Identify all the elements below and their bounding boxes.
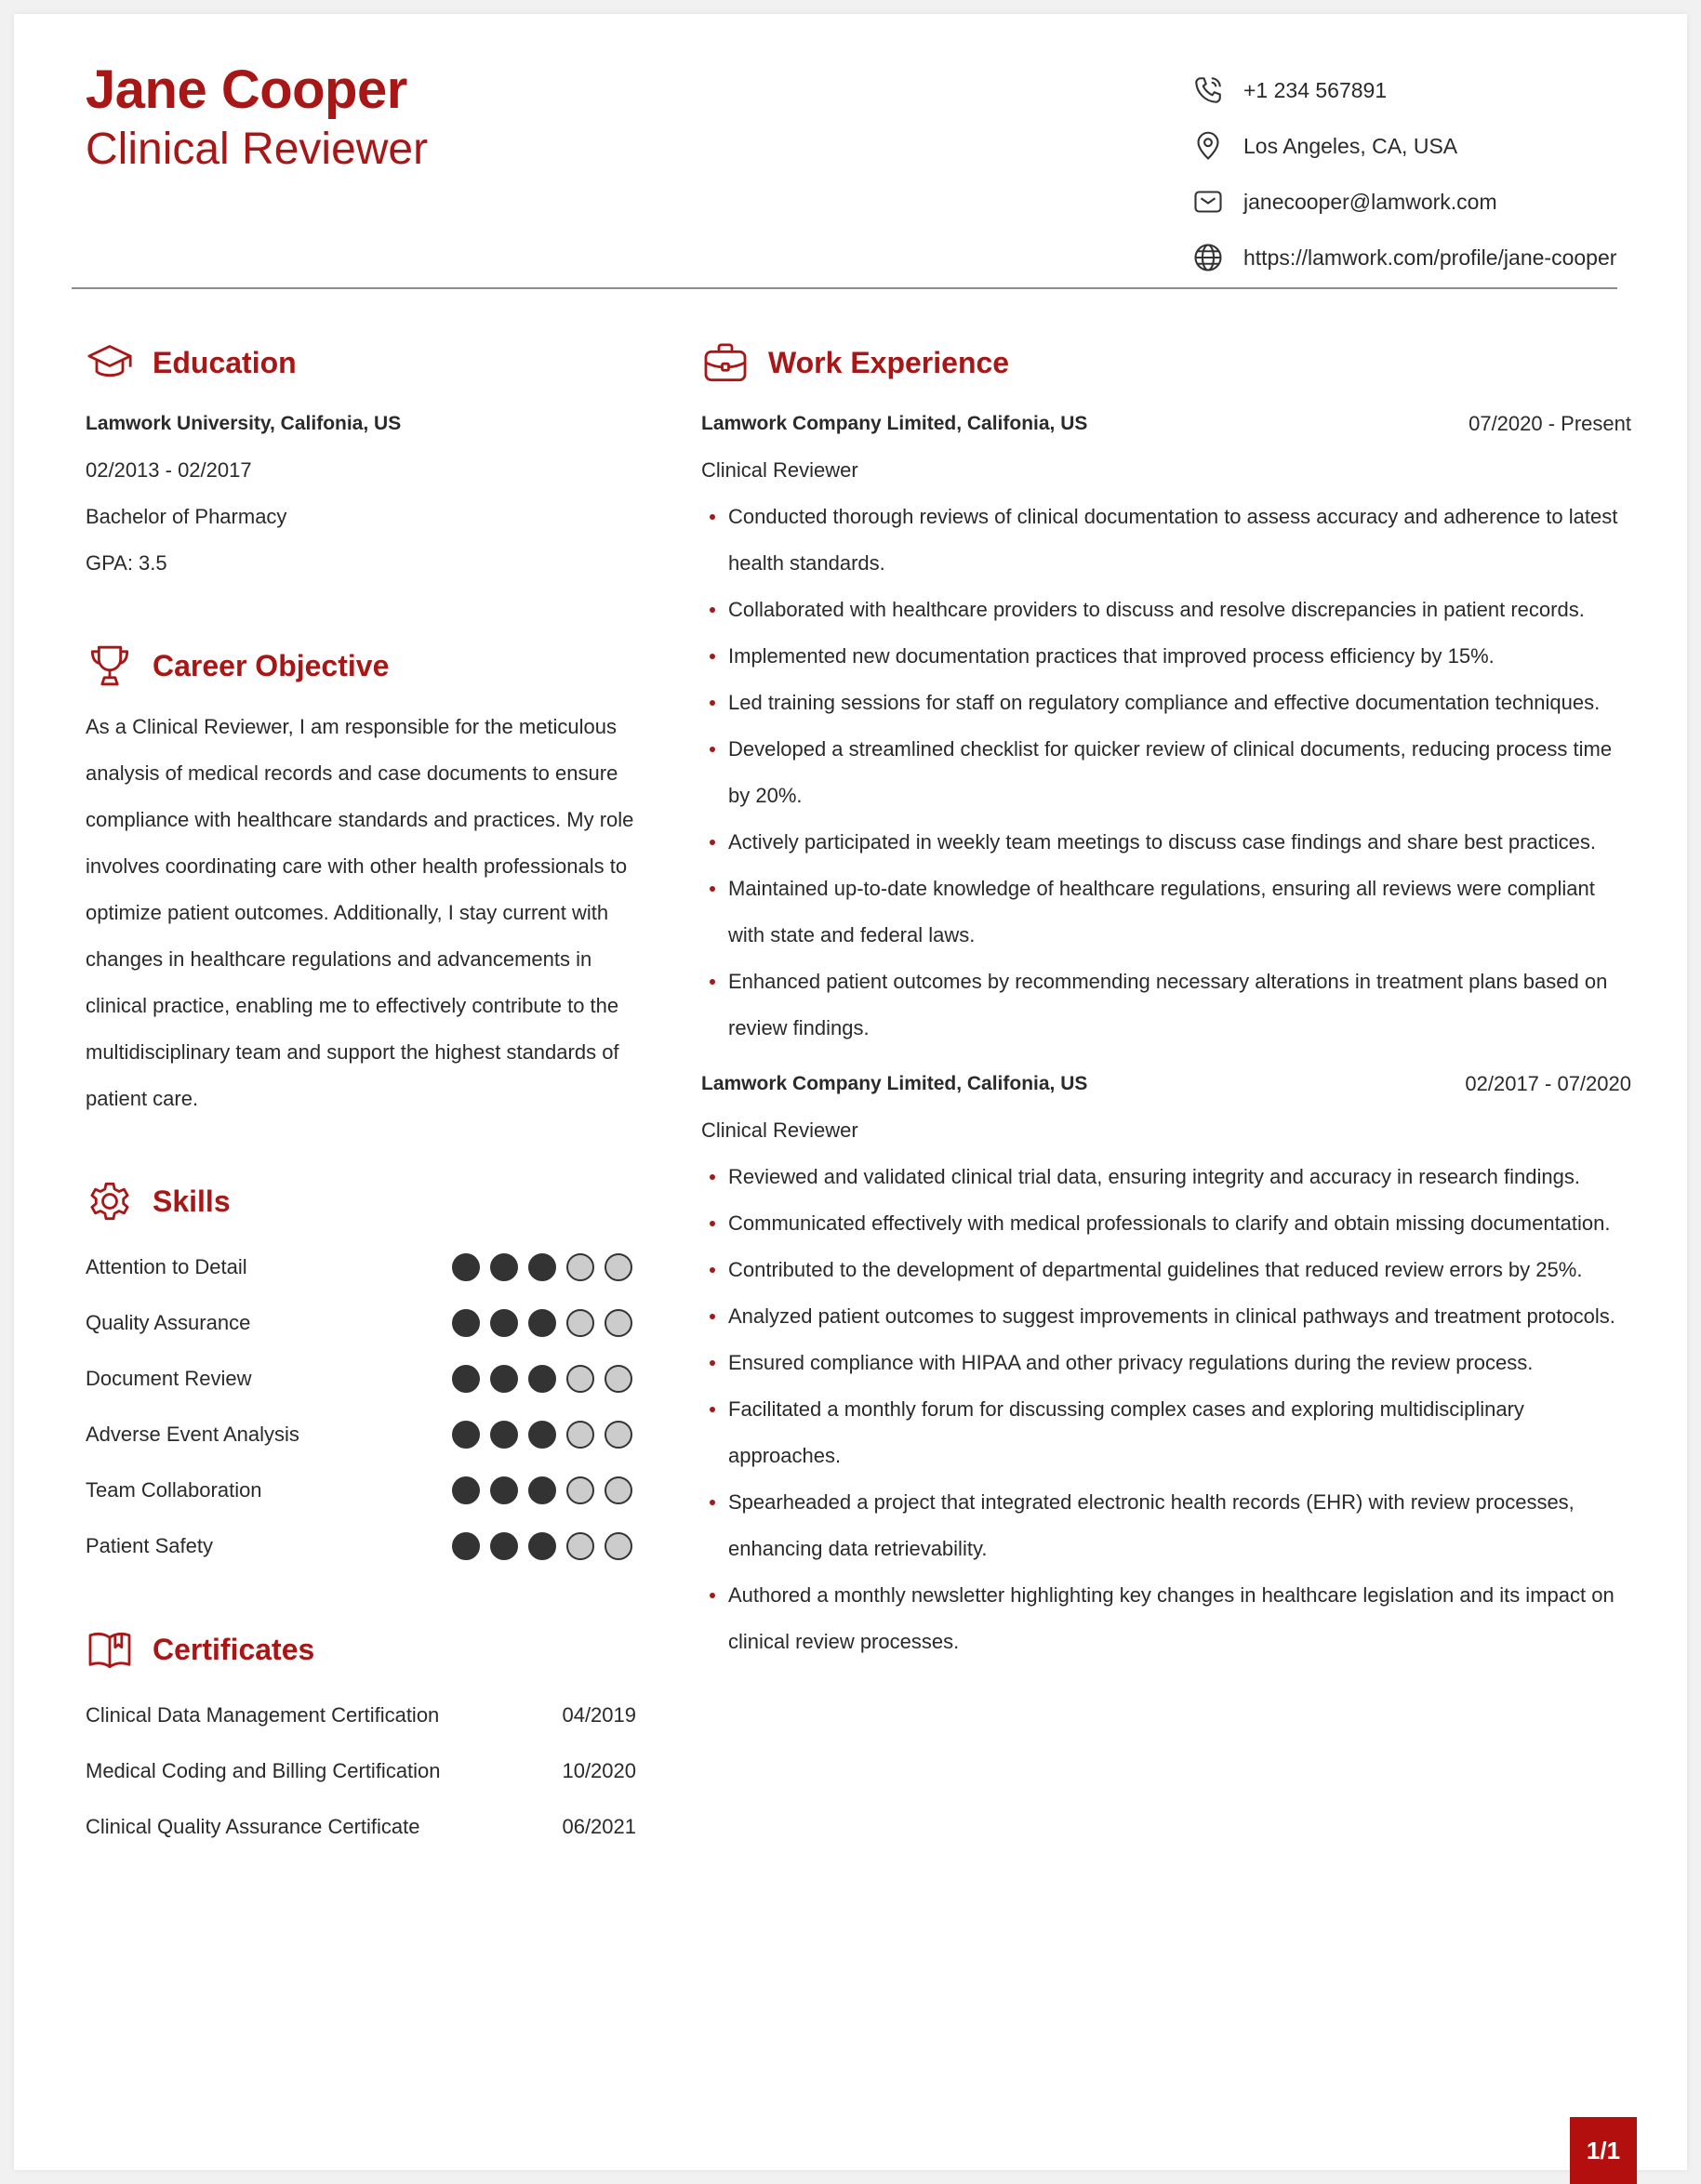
- rating-dot-filled: [528, 1253, 556, 1281]
- skill-name: Document Review: [86, 1367, 252, 1390]
- skill-rating: [452, 1365, 632, 1393]
- contact-email: [1189, 174, 1617, 230]
- phone-icon: [1189, 72, 1227, 109]
- graduation-cap-icon: [84, 337, 136, 389]
- education-heading: [86, 330, 636, 395]
- rating-dot-filled: [490, 1365, 518, 1393]
- contact-phone: [1189, 62, 1617, 118]
- rating-dot-empty: [566, 1532, 594, 1560]
- skill-name: Patient Safety: [86, 1534, 213, 1557]
- certificate-name: Clinical Data Management Certification: [86, 1703, 440, 1727]
- contact-phone-text: +1 234 567891: [1243, 77, 1388, 102]
- job-dates: 02/2017 - 07/2020: [1465, 1072, 1631, 1095]
- certificate-name: Medical Coding and Billing Certification: [86, 1759, 441, 1782]
- job-header: [701, 401, 1631, 447]
- rating-dot-empty: [566, 1365, 594, 1393]
- skill-rating: [452, 1532, 632, 1560]
- rating-dot-empty: [605, 1309, 632, 1337]
- certificates-title: Certificates: [153, 1632, 315, 1666]
- contact-website: [1189, 230, 1617, 285]
- job-position: Clinical Reviewer: [701, 458, 858, 482]
- contact-location: [1189, 118, 1617, 174]
- skill-row: [86, 1463, 636, 1518]
- rating-dot-filled: [452, 1365, 480, 1393]
- skill-rating: [452, 1253, 632, 1281]
- job-bullet: Maintained up-to-date knowledge of healthcare regulations, ensuring all reviews were compliant with state and federal laws.: [701, 866, 1631, 959]
- education-section: [86, 330, 636, 587]
- skills-heading: [86, 1169, 636, 1234]
- rating-dot-filled: [452, 1532, 480, 1560]
- job-bullet: Analyzed patient outcomes to suggest improvements in clinical pathways and treatment protocols.: [701, 1293, 1631, 1340]
- job-bullet: Authored a monthly newsletter highlighting key changes in healthcare legislation and its impact on clinical review processes.: [701, 1572, 1631, 1665]
- page-indicator[interactable]: 1/1: [1570, 2117, 1637, 2184]
- job-entry: [701, 1061, 1631, 1665]
- rating-dot-empty: [605, 1365, 632, 1393]
- skill-rating: [452, 1309, 632, 1337]
- skill-rating: [452, 1421, 632, 1449]
- certificate-row: [86, 1743, 636, 1799]
- rating-dot-filled: [452, 1309, 480, 1337]
- trophy-icon: [84, 640, 136, 692]
- work-title: Work Experience: [768, 345, 1010, 379]
- certificate-date: 04/2019: [562, 1703, 636, 1727]
- job-bullet: Conducted thorough reviews of clinical documentation to assess accuracy and adherence to latest health standards.: [701, 494, 1631, 587]
- job-position: Clinical Reviewer: [701, 1118, 858, 1142]
- rating-dot-empty: [605, 1253, 632, 1281]
- job-bullet: Facilitated a monthly forum for discussing complex cases and exploring multidisciplinary approaches.: [701, 1386, 1631, 1479]
- objective-heading: [86, 633, 636, 698]
- certificate-row: [86, 1688, 636, 1743]
- contact-website-text[interactable]: https://lamwork.com/profile/jane-cooper: [1243, 245, 1617, 270]
- rating-dot-empty: [605, 1421, 632, 1449]
- job-bullets: [701, 494, 1631, 1052]
- rating-dot-filled: [490, 1309, 518, 1337]
- rating-dot-filled: [490, 1532, 518, 1560]
- job-bullet: Implemented new documentation practices that improved process efficiency by 15%.: [701, 633, 1631, 680]
- skill-name: Quality Assurance: [86, 1311, 251, 1334]
- gear-icon: [84, 1175, 136, 1227]
- work-heading: [701, 330, 1631, 395]
- skills-section: [86, 1169, 636, 1574]
- objective-section: [86, 633, 636, 1122]
- objective-title: Career Objective: [153, 648, 390, 682]
- resume-page: [14, 14, 1687, 2170]
- certificate-date: 06/2021: [562, 1815, 636, 1838]
- location-icon: [1189, 127, 1227, 165]
- skill-row: [86, 1407, 636, 1463]
- job-bullet: Led training sessions for staff on regulatory compliance and effective documentation techniques.: [701, 680, 1631, 726]
- certificates-section: [86, 1617, 636, 1855]
- job-bullets: [701, 1154, 1631, 1665]
- job-company: Lamwork Company Limited, Califonia, US: [701, 413, 1088, 434]
- job-bullet: Enhanced patient outcomes by recommending necessary alterations in treatment plans based on review findings.: [701, 959, 1631, 1052]
- education-dates: 02/2013 - 02/2017: [86, 458, 252, 482]
- job-entry: [701, 401, 1631, 1052]
- rating-dot-filled: [528, 1365, 556, 1393]
- skill-rating: [452, 1476, 632, 1504]
- contact-email-text[interactable]: janecooper@lamwork.com: [1243, 189, 1497, 214]
- job-bullet: Contributed to the development of departmental guidelines that reduced review errors by 25%.: [701, 1247, 1631, 1293]
- rating-dot-filled: [528, 1309, 556, 1337]
- certificate-row: [86, 1799, 636, 1855]
- skill-row: [86, 1295, 636, 1351]
- education-degree: Bachelor of Pharmacy: [86, 505, 287, 528]
- job-bullet: Spearheaded a project that integrated electronic health records (EHR) with review processes, enhancing data retrievability.: [701, 1479, 1631, 1572]
- briefcase-icon: [699, 337, 751, 389]
- job-company: Lamwork Company Limited, Califonia, US: [701, 1073, 1088, 1094]
- job-bullet: Actively participated in weekly team meetings to discuss case findings and share best practices.: [701, 819, 1631, 866]
- job-bullet: Developed a streamlined checklist for quicker review of clinical documents, reducing process time by 20%.: [701, 726, 1631, 819]
- skill-name: Adverse Event Analysis: [86, 1423, 299, 1446]
- skills-title: Skills: [153, 1184, 231, 1218]
- right-column: [701, 330, 1631, 1665]
- candidate-name: Jane Cooper: [86, 60, 407, 120]
- rating-dot-filled: [490, 1476, 518, 1504]
- skill-name: Team Collaboration: [86, 1478, 262, 1502]
- rating-dot-filled: [528, 1421, 556, 1449]
- rating-dot-filled: [528, 1476, 556, 1504]
- job-bullet: Ensured compliance with HIPAA and other privacy regulations during the review process.: [701, 1340, 1631, 1386]
- rating-dot-empty: [605, 1476, 632, 1504]
- candidate-role: Clinical Reviewer: [86, 125, 429, 174]
- rating-dot-empty: [566, 1309, 594, 1337]
- contact-list: [1189, 62, 1617, 285]
- resume-header: [72, 49, 1617, 289]
- education-school: Lamwork University, Califonia, US: [86, 413, 402, 434]
- rating-dot-filled: [528, 1532, 556, 1560]
- rating-dot-empty: [566, 1476, 594, 1504]
- job-dates: 07/2020 - Present: [1468, 412, 1631, 435]
- rating-dot-empty: [566, 1421, 594, 1449]
- rating-dot-filled: [452, 1476, 480, 1504]
- objective-text: As a Clinical Reviewer, I am responsible for the meticulous analysis of medical records and case documents to ensure compliance with healthcare standards and practices. My role involves coordinating care with other health professionals to optimize patient outcomes. Additionally, I stay current with changes in healthcare regulations and advancements in clinical practice, enabling me to effectively contribute to the multidisciplinary team and support the highest standards of patient care.: [86, 715, 634, 1110]
- rating-dot-filled: [490, 1421, 518, 1449]
- certificate-date: 10/2020: [562, 1759, 636, 1782]
- education-gpa: GPA: 3.5: [86, 551, 167, 575]
- globe-icon: [1189, 239, 1227, 276]
- rating-dot-empty: [605, 1532, 632, 1560]
- skill-row: [86, 1518, 636, 1574]
- rating-dot-filled: [490, 1253, 518, 1281]
- certificates-heading: [86, 1617, 636, 1682]
- open-book-icon: [84, 1623, 136, 1675]
- job-header: [701, 1061, 1631, 1107]
- rating-dot-empty: [566, 1253, 594, 1281]
- contact-location-text: Los Angeles, CA, USA: [1243, 133, 1458, 158]
- job-bullet: Reviewed and validated clinical trial data, ensuring integrity and accuracy in research findings.: [701, 1154, 1631, 1200]
- skills-list: [86, 1239, 636, 1574]
- skill-name: Attention to Detail: [86, 1255, 247, 1278]
- email-icon: [1189, 183, 1227, 220]
- job-bullet: Collaborated with healthcare providers to discuss and resolve discrepancies in patient records.: [701, 587, 1631, 633]
- rating-dot-filled: [452, 1253, 480, 1281]
- job-bullet: Communicated effectively with medical professionals to clarify and obtain missing documentation.: [701, 1200, 1631, 1247]
- certificate-name: Clinical Quality Assurance Certificate: [86, 1815, 420, 1838]
- rating-dot-filled: [452, 1421, 480, 1449]
- skill-row: [86, 1351, 636, 1407]
- left-column: [86, 330, 636, 1855]
- education-title: Education: [153, 345, 297, 379]
- skill-row: [86, 1239, 636, 1295]
